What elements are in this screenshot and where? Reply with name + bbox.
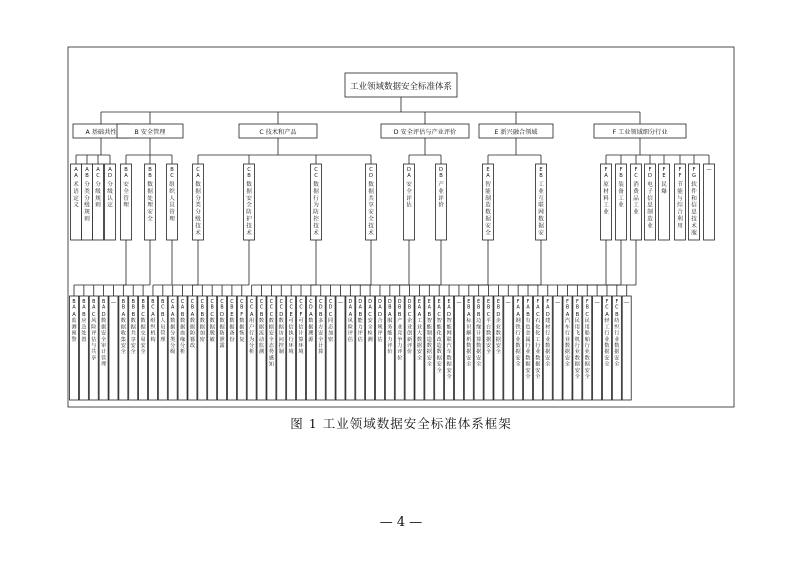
leaf-name	[476, 312, 482, 368]
svg-text:BB: B B	[141, 300, 145, 311]
svg-text:装备工业: 装备工业	[618, 182, 624, 209]
leaf-code	[122, 299, 125, 310]
svg-text:C平台数据安全: C 平台数据安全	[485, 312, 492, 356]
svg-text:A用户行为分析: A 用户行为分析	[249, 312, 255, 356]
svg-text:FC: F C	[634, 167, 638, 179]
svg-text:A监测预警: A 监测预警	[71, 312, 77, 343]
subcategory-box-—	[704, 164, 715, 240]
leaf-code	[576, 299, 579, 310]
svg-text:DA: D A	[368, 300, 372, 311]
subcategory-code-CA	[196, 167, 200, 179]
subcategory-name-FA	[603, 180, 609, 216]
svg-text:A数据收集安全: A 数据收集安全	[120, 312, 126, 356]
svg-text:BC: B C	[170, 167, 174, 179]
subcategory-name-AA	[73, 180, 79, 209]
leaf-name	[535, 312, 541, 380]
subcategory-name-DB	[438, 180, 444, 209]
leaf-placeholder	[111, 300, 116, 306]
svg-text:C安全检测: C 安全检测	[367, 312, 373, 343]
leaf-name	[190, 312, 196, 349]
svg-text:CC: C C	[269, 300, 274, 311]
leaf-box	[553, 296, 562, 400]
leaf-box	[336, 296, 345, 400]
svg-text:BA: B A	[92, 300, 96, 311]
category-label-3: C 技术和产品	[259, 129, 297, 136]
leaf-placeholder	[624, 300, 629, 306]
leaf-name	[131, 312, 137, 355]
svg-text:FF: F F	[678, 167, 682, 179]
svg-text:A数据分类分级: A 数据分类分级	[170, 312, 176, 356]
svg-text:B民用飞机行业数据安全: B 民用飞机行业数据安全	[574, 312, 580, 380]
subcategory-code-DA	[407, 167, 411, 179]
svg-text:DB: D B	[439, 167, 443, 179]
subcategory-name-FE	[661, 180, 667, 195]
svg-text:FB: F B	[585, 300, 589, 311]
svg-text:安全评估: 安全评估	[406, 182, 412, 209]
leaf-code	[132, 299, 135, 310]
leaf-name	[140, 312, 146, 355]
subcategory-name-FB	[618, 180, 624, 209]
svg-text:CB: C B	[220, 300, 224, 311]
svg-text:FC: F C	[605, 300, 609, 311]
subcategory-code-AC	[96, 167, 100, 179]
svg-text:数据分类分级技术: 数据分类分级技术	[195, 182, 201, 237]
subcategory-name-AD	[107, 180, 113, 209]
svg-text:组织人员管理: 组织人员管理	[169, 182, 175, 223]
leaf-name	[575, 312, 581, 380]
leaf-placeholder	[506, 300, 511, 306]
subcategory-name-CB	[246, 180, 252, 236]
category-label-6: F 工业领域细分行业	[612, 129, 668, 136]
subcategory-code-AD	[108, 167, 112, 179]
svg-text:C数据脱敏: C 数据脱敏	[209, 312, 215, 343]
svg-text:B智能制造数据安全: B 智能制造数据安全	[426, 312, 432, 368]
svg-text:B数据血缘分析: B 数据血缘分析	[179, 312, 186, 356]
subcategory-code-—	[706, 167, 711, 173]
figure-caption: 图 1 工业领域数据安全标准体系框架	[290, 416, 512, 431]
svg-text:EA: E A	[417, 300, 422, 311]
svg-text:民爆: 民爆	[661, 182, 667, 195]
leaf-name	[496, 312, 502, 355]
svg-text:数据处理安全: 数据处理安全	[147, 182, 153, 223]
svg-text:BA: B A	[124, 167, 128, 179]
svg-text:FB: F B	[565, 300, 570, 311]
subcategory-code-BB	[148, 167, 152, 179]
subcategory-name-FD	[647, 180, 653, 229]
leaf-name	[289, 312, 295, 355]
svg-text:B数据加密: B 数据加密	[199, 312, 205, 343]
svg-text:CB: C B	[200, 300, 204, 311]
svg-text:BC: B C	[151, 300, 155, 311]
leaf-code	[586, 299, 589, 310]
leaf-name	[565, 312, 571, 368]
leaf-name	[387, 312, 393, 355]
subcategory-code-BC	[170, 167, 174, 179]
page-number: — 4 —	[379, 515, 423, 530]
svg-text:DA: D A	[358, 300, 363, 311]
svg-text:BB: B B	[148, 167, 152, 179]
svg-text:E可信执行环境: E 可信执行环境	[288, 312, 294, 356]
leaf-name	[604, 312, 610, 368]
leaf-name	[279, 312, 285, 355]
subcategory-name-AB	[84, 180, 90, 223]
svg-text:EA: E A	[437, 300, 441, 311]
svg-text:D数据防泄露: D 数据防泄露	[219, 312, 225, 349]
svg-text:D数据访问控制: D 数据访问控制	[278, 312, 284, 356]
leaf-code	[487, 299, 490, 310]
svg-text:EB: E B	[486, 300, 491, 311]
leaf-name	[545, 312, 551, 368]
svg-text:B能力评估: B 能力评估	[357, 312, 363, 343]
leaf-name	[516, 312, 522, 368]
svg-text:DA: D A	[407, 167, 411, 179]
svg-text:数据共享安全技术: 数据共享安全技术	[368, 182, 374, 237]
leaf-placeholder	[555, 300, 560, 306]
category-label-4: D 安全评估与产业评价	[393, 129, 457, 136]
leaf-code	[477, 299, 480, 310]
svg-text:FD: F D	[648, 167, 652, 179]
svg-text:C风险评估与共享: C 风险评估与共享	[91, 312, 97, 362]
subcategory-name-BC	[169, 180, 175, 223]
category-label-2: B 安全管理	[134, 129, 166, 136]
svg-text:EA: E A	[447, 300, 451, 311]
svg-text:FA: F A	[546, 300, 550, 311]
svg-text:B数据流动监测: B 数据流动监测	[258, 312, 265, 356]
leaf-name	[585, 312, 591, 380]
svg-text:D合规评估: D 合规评估	[377, 312, 383, 343]
svg-text:—: —	[594, 300, 600, 306]
svg-text:—: —	[555, 300, 561, 306]
subcategory-name-FG	[691, 180, 697, 236]
leaf-box	[622, 296, 631, 400]
svg-text:FB: F B	[619, 167, 623, 179]
svg-text:AB: A B	[85, 167, 89, 179]
subcategory-code-DB	[439, 167, 443, 179]
leaf-name	[446, 312, 452, 380]
svg-text:CB: C B	[230, 300, 234, 311]
svg-text:FA: F A	[516, 300, 520, 311]
svg-text:分级规则: 分级规则	[95, 182, 101, 209]
svg-text:D数据安全审计管理: D 数据安全审计管理	[101, 312, 107, 368]
svg-text:A工业大数据安全: A 工业大数据安全	[416, 312, 423, 362]
svg-text:CD: C D	[318, 300, 323, 311]
svg-text:CD: C D	[309, 300, 313, 311]
svg-text:D企业数据安全: D 企业数据安全	[495, 312, 502, 356]
svg-text:EA: E A	[427, 300, 431, 311]
category-label-1: A 基础共性	[85, 129, 117, 136]
leaf-code	[388, 299, 392, 310]
svg-text:数据行为防控技术: 数据行为防控技术	[313, 182, 319, 237]
leaf-name	[259, 312, 265, 355]
subcategory-code-FG	[692, 167, 696, 179]
svg-text:CC: C C	[249, 300, 254, 311]
svg-text:D建材行业数据安全: D 建材行业数据安全	[545, 312, 551, 368]
leaf-name	[318, 312, 324, 355]
svg-text:F数据恢复: F 数据恢复	[239, 312, 245, 343]
svg-text:B产业竞争力评价: B 产业竞争力评价	[397, 312, 403, 362]
svg-text:C企业创新评价: C 企业创新评价	[406, 312, 413, 356]
svg-text:D智能网联汽车数据安全: D 智能网联汽车数据安全	[446, 312, 452, 380]
svg-text:CB: C B	[240, 300, 244, 311]
svg-text:BA: B A	[82, 300, 86, 311]
leaf-name	[466, 312, 472, 368]
svg-text:—: —	[337, 300, 344, 306]
svg-text:A标识解析数据安全: A 标识解析数据安全	[466, 312, 472, 368]
leaf-box	[109, 296, 118, 400]
leaf-box	[593, 296, 602, 400]
svg-text:B有色金属行业数据安全: B 有色金属行业数据安全	[525, 312, 531, 380]
svg-text:安全管理: 安全管理	[123, 182, 129, 209]
svg-text:软件和信息技术服: 软件和信息技术服	[691, 182, 697, 237]
svg-text:B纺织行业数据安全: B 纺织行业数据安全	[614, 312, 620, 368]
svg-text:智能制造数据安全: 智能制造数据安全	[485, 182, 491, 237]
subcategory-code-EA	[486, 167, 490, 179]
svg-text:—: —	[110, 300, 117, 306]
svg-text:E数据备份: E 数据备份	[229, 312, 235, 343]
svg-text:A风险评估: A 风险评估	[347, 312, 353, 343]
leaf-code	[141, 299, 144, 310]
svg-text:C同态加密: C 同态加密	[328, 312, 334, 343]
svg-text:CA: C A	[180, 300, 185, 311]
svg-text:B多方安全计算: B 多方安全计算	[318, 312, 324, 356]
subcategory-name-CA	[195, 180, 201, 236]
leaf-name	[170, 312, 176, 355]
svg-text:C数据交易安全: C 数据交易安全	[140, 312, 146, 356]
svg-text:F可信计算环境: F 可信计算环境	[298, 312, 304, 356]
svg-text:—: —	[706, 167, 712, 173]
svg-text:BB: B B	[121, 300, 125, 311]
svg-text:A服务能力评价: A 服务能力评价	[387, 312, 393, 356]
leaf-name	[219, 312, 225, 349]
svg-text:CB: C B	[247, 167, 251, 179]
subcategory-code-CB	[247, 167, 251, 179]
svg-text:FA: F A	[604, 167, 608, 179]
svg-text:A汽车行业数据安全: A 汽车行业数据安全	[564, 312, 571, 368]
svg-text:工业互联网数据安: 工业互联网数据安	[538, 182, 544, 237]
subcategory-name-AC	[95, 180, 101, 209]
svg-text:术语定义: 术语定义	[73, 182, 79, 209]
svg-text:FE: F E	[662, 167, 666, 179]
svg-text:B数据共享安全: B 数据共享安全	[130, 312, 136, 356]
leaf-placeholder	[595, 300, 600, 306]
svg-text:FA: F A	[536, 300, 540, 311]
leaf-code	[408, 299, 412, 310]
leaf-box	[504, 296, 513, 400]
svg-text:DB: D B	[387, 300, 392, 311]
svg-text:CD: C D	[369, 167, 373, 179]
svg-text:A轻工行业数据安全: A 轻工行业数据安全	[604, 312, 610, 368]
svg-text:CC: C C	[314, 167, 318, 179]
svg-text:CC: C C	[259, 300, 264, 311]
leaf-name	[417, 312, 423, 361]
svg-text:CA: C A	[196, 167, 200, 179]
leaf-code	[497, 299, 500, 310]
svg-text:AA: A A	[74, 167, 78, 179]
subcategory-name-CD	[368, 180, 374, 236]
svg-text:EB: E B	[539, 167, 543, 179]
subcategory-code-AB	[85, 167, 89, 179]
svg-text:—: —	[505, 300, 511, 306]
svg-text:CD: C D	[328, 300, 333, 311]
svg-text:A组织机构: A 组织机构	[150, 312, 156, 343]
svg-text:BB: B B	[131, 300, 135, 311]
subcategory-name-BB	[147, 180, 153, 223]
subcategory-code-EB	[539, 167, 543, 179]
leaf-code	[566, 299, 569, 310]
svg-text:DA: D A	[348, 300, 353, 311]
subcategory-name-FF	[677, 180, 683, 229]
leaf-name	[269, 312, 275, 368]
svg-text:原材料工业: 原材料工业	[603, 182, 609, 216]
svg-text:CA: C A	[171, 300, 175, 311]
svg-text:EA: E A	[486, 167, 490, 179]
svg-text:CB: C B	[190, 300, 195, 311]
subcategory-code-CD	[369, 167, 373, 179]
leaf-placeholder	[338, 300, 343, 306]
subcategory-code-FE	[662, 167, 665, 179]
svg-text:FC: F C	[615, 300, 619, 311]
svg-text:C数据安全态势感知: C 数据安全态势感知	[268, 312, 275, 368]
leaf-box	[454, 296, 463, 400]
svg-text:AC: A C	[96, 167, 100, 179]
svg-text:A钢铁行业数据安全: A 钢铁行业数据安全	[515, 312, 521, 368]
svg-text:—: —	[624, 300, 630, 306]
leaf-placeholder	[456, 300, 461, 306]
svg-text:分类分级规则: 分类分级规则	[84, 182, 90, 223]
leaf-name	[525, 312, 531, 380]
svg-text:DA: D A	[378, 300, 382, 311]
subcategory-code-BA	[124, 167, 128, 179]
svg-text:FG: F G	[691, 167, 697, 179]
svg-text:分级认定: 分级认定	[107, 182, 113, 209]
svg-text:DB: D B	[397, 300, 402, 311]
subcategory-name-FC	[633, 180, 639, 216]
svg-text:消费品工业: 消费品工业	[633, 182, 639, 216]
leaf-code	[398, 299, 402, 310]
leaf-name	[397, 312, 403, 361]
svg-text:BC: B C	[161, 300, 165, 311]
leaf-name	[427, 312, 433, 368]
svg-text:DB: D B	[407, 300, 412, 311]
svg-text:CC: C C	[299, 300, 303, 311]
leaf-name	[486, 312, 492, 355]
leaf-name	[180, 312, 186, 355]
svg-text:FB: F B	[575, 300, 580, 311]
svg-text:EB: E B	[467, 300, 471, 311]
svg-text:数据安全防护技术: 数据安全防护技术	[246, 182, 252, 237]
leaf-code	[467, 299, 470, 310]
svg-text:C石化化工行业数据安全: C 石化化工行业数据安全	[535, 312, 541, 380]
svg-text:产业评价: 产业评价	[438, 182, 444, 209]
svg-text:BA: B A	[72, 300, 76, 311]
svg-text:节能与综合利用: 节能与综合利用	[677, 182, 683, 230]
svg-text:AD: A D	[108, 167, 112, 179]
svg-text:A数据溯源: A 数据溯源	[308, 312, 314, 343]
svg-text:B应急处置: B 应急处置	[81, 312, 87, 343]
leaf-name	[101, 312, 107, 368]
leaf-name	[614, 312, 620, 368]
svg-text:A数据防篡改: A 数据防篡改	[189, 312, 196, 349]
svg-text:CB: C B	[210, 300, 214, 311]
svg-text:C民用船舶行业数据安全: C 民用船舶行业数据安全	[584, 312, 590, 380]
svg-text:B人员管理: B 人员管理	[160, 312, 166, 343]
leaf-name	[91, 312, 97, 361]
svg-text:FA: F A	[526, 300, 530, 311]
leaf-name	[121, 312, 127, 355]
leaf-name	[249, 312, 255, 355]
subcategory-name-CC	[313, 180, 319, 236]
subcategory-name-DA	[406, 180, 412, 209]
subcategory-code-AA	[74, 167, 78, 179]
svg-text:CC: C C	[279, 300, 283, 311]
category-label-5: E 新兴融合领域	[494, 129, 538, 136]
subcategory-code-FF	[679, 167, 682, 179]
svg-text:CC: C C	[289, 300, 293, 311]
leaf-name	[407, 312, 413, 355]
root-label: 工业领域数据安全标准体系	[349, 82, 453, 92]
svg-text:C智能化改造数据安全: C 智能化改造数据安全	[436, 312, 442, 374]
subcategory-name-BA	[123, 180, 129, 209]
subcategory-code-CC	[314, 167, 318, 179]
svg-text:EB: E B	[496, 300, 501, 311]
svg-text:B边缘计算数据安全: B 边缘计算数据安全	[476, 312, 482, 368]
leaf-name	[298, 312, 304, 355]
svg-text:电子信息制造业: 电子信息制造业	[647, 182, 653, 230]
svg-text:BA: B A	[101, 300, 106, 311]
subcategory-name-EA	[485, 180, 491, 236]
leaf-name	[437, 312, 443, 374]
subcategory-name-EB	[538, 181, 544, 236]
subcategory-code-FD	[648, 167, 652, 179]
svg-text:—: —	[456, 300, 462, 306]
svg-text:EB: E B	[477, 300, 481, 311]
